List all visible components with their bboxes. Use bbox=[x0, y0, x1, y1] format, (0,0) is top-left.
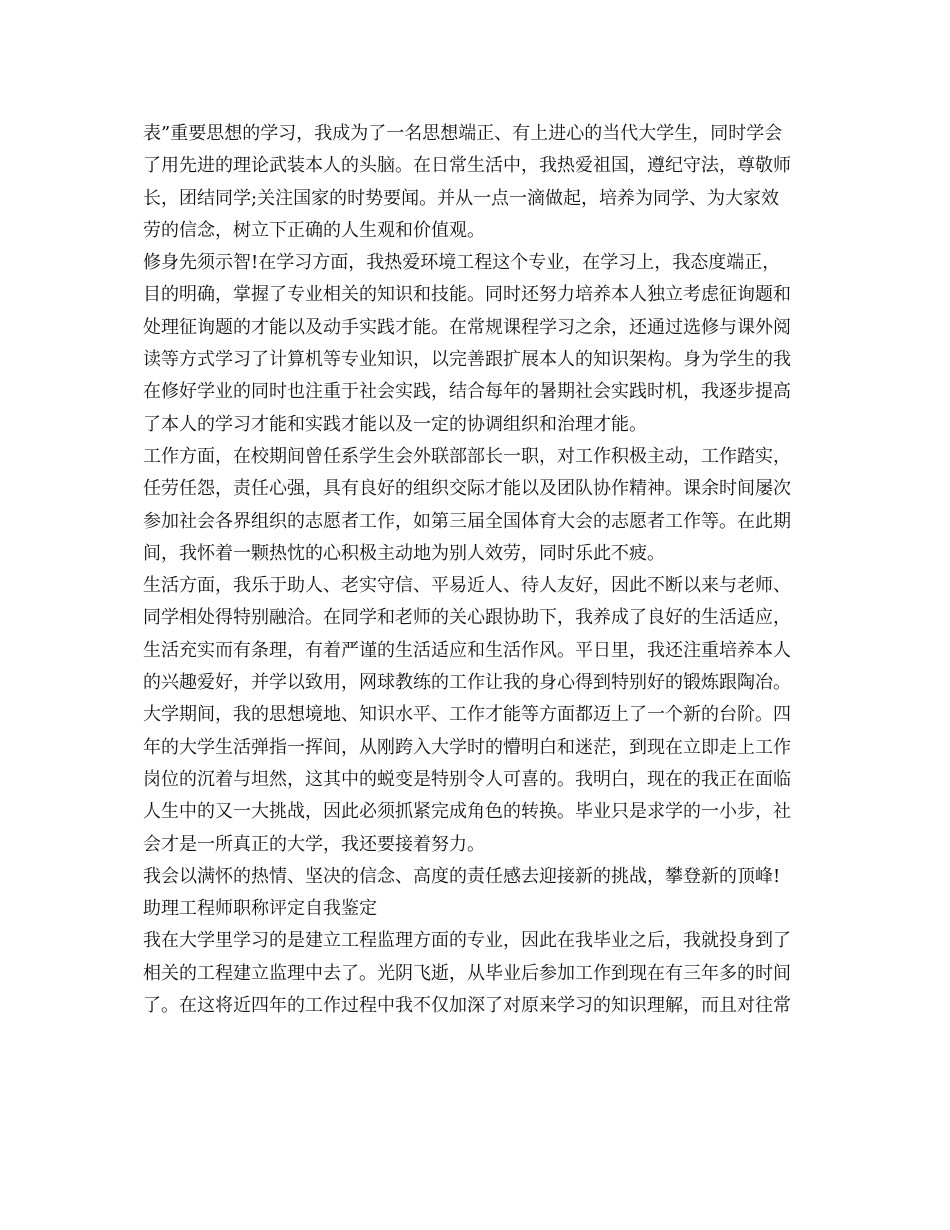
text-line: 人生中的又一大挑战，因此必须抓紧完成角色的转换。毕业只是求学的一小步，社 bbox=[143, 801, 791, 823]
text-line: 任劳任怨，责任心强，具有良好的组织交际才能以及团队协作精神。课余时间屡次 bbox=[143, 478, 791, 500]
text-line: 大学期间，我的思想境地、知识水平、工作才能等方面都迈上了一个新的台阶。四 bbox=[143, 704, 791, 726]
text-line: 修身先须示智!在学习方面，我热爱环境工程这个专业，在学习上，我态度端正， bbox=[143, 252, 781, 274]
body-text bbox=[143, 118, 823, 1022]
section-heading: 助理工程师职称评定自我鉴定 bbox=[143, 898, 377, 920]
text-line: 同学相处得特别融洽。在同学和老师的关心跟协助下，我养成了良好的生活适应， bbox=[143, 607, 791, 629]
text-line: 相关的工程建立监理中去了。光阴飞逝，从毕业后参加工作到现在有三年多的时间 bbox=[143, 962, 791, 984]
text-line: 参加社会各界组织的志愿者工作，如第三届全国体育大会的志愿者工作等。在此期 bbox=[143, 510, 791, 532]
text-line: 处理征询题的才能以及动手实践才能。在常规课程学习之余，还通过选修与课外阅 bbox=[143, 316, 791, 338]
text-line: 表”重要思想的学习，我成为了一名思想端正、有上进心的当代大学生，同时学会 bbox=[143, 123, 783, 144]
text-line: 年的大学生活弹指一挥间，从刚跨入大学时的懵明白和迷茫，到现在立即走上工作 bbox=[143, 736, 791, 758]
text-line: 会才是一所真正的大学，我还要接着努力。 bbox=[143, 833, 485, 855]
text-line: 岗位的沉着与坦然，这其中的蜕变是特别令人可喜的。我明白，现在的我正在面临 bbox=[143, 768, 791, 790]
text-line: 生活方面，我乐于助人、老实守信、平易近人、待人友好，因此不断以来与老师、 bbox=[143, 575, 791, 597]
text-line: 读等方式学习了计算机等专业知识，以完善跟扩展本人的知识架构。身为学生的我 bbox=[143, 349, 791, 371]
text-line: 的兴趣爱好，并学以致用，网球教练的工作让我的身心得到特别好的锻炼跟陶冶。 bbox=[143, 672, 791, 694]
text-line: 在修好学业的同时也注重于社会实践，结合每年的暑期社会实践时机，我逐步提高 bbox=[143, 381, 791, 403]
text-line: 生活充实而有条理，有着严谨的生活适应和生活作风。平日里，我还注重培养本人 bbox=[143, 639, 791, 661]
text-line: 劳的信念，树立下正确的人生观和价值观。 bbox=[143, 219, 485, 241]
text-line: 长，团结同学;关注国家的时势要闻。并从一点一滴做起，培养为同学、为大家效 bbox=[143, 187, 780, 209]
text-line: 间，我怀着一颗热忱的心积极主动地为别人效劳，同时乐此不疲。 bbox=[143, 542, 665, 564]
text-line: 了用先进的理论武装本人的头脑。在日常生活中，我热爱祖国，遵纪守法，尊敬师 bbox=[143, 155, 791, 177]
text-line: 了。在这将近四年的工作过程中我不仅加深了对原来学习的知识理解，而且对往常 bbox=[143, 995, 791, 1017]
text-line: 工作方面，在校期间曾任系学生会外联部部长一职，对工作积极主动，工作踏实， bbox=[143, 445, 791, 467]
text-line: 目的明确，掌握了专业相关的知识和技能。同时还努力培养本人独立考虑征询题和 bbox=[143, 284, 791, 306]
text-line: 了本人的学习才能和实践才能以及一定的协调组织和治理才能。 bbox=[143, 413, 647, 435]
text-line: 我会以满怀的热情、坚决的信念、高度的责任感去迎接新的挑战，攀登新的顶峰! bbox=[143, 865, 781, 887]
text-line: 我在大学里学习的是建立工程监理方面的专业，因此在我毕业之后，我就投身到了 bbox=[143, 930, 791, 952]
